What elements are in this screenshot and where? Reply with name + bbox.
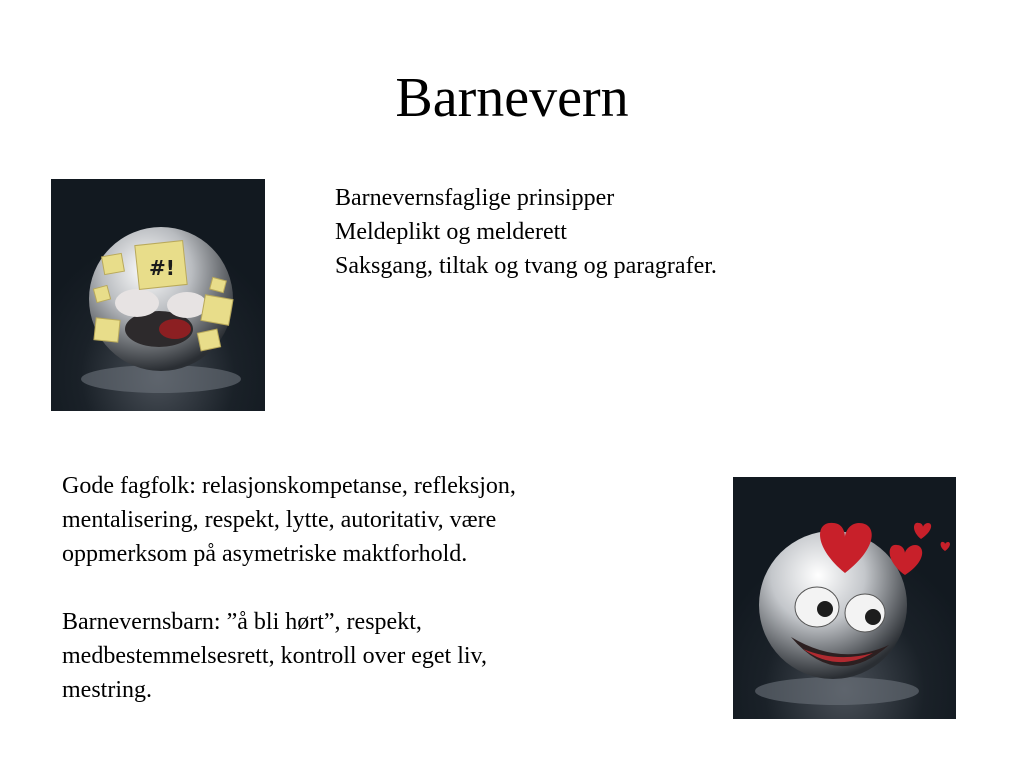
- topic-item: Saksgang, tiltak og tvang og paragrafer.: [335, 253, 717, 279]
- hearts-smiley-icon: [733, 477, 956, 719]
- topic-item: Barnevernsfaglige prinsipper: [335, 185, 615, 211]
- topic-item: Meldeplikt og melderett: [335, 219, 567, 245]
- paragraph-child-welfare-children: Barnevernsbarn: ”å bli hørt”, respekt, medbestemmelsesrett, kontroll over eget liv, mestring.: [62, 609, 487, 703]
- sticky-note-smiley-icon: [51, 179, 265, 411]
- sticky-note-smiley-image: [51, 179, 265, 411]
- body-text: [62, 469, 582, 707]
- topics-list: [335, 181, 935, 283]
- hearts-smiley-image: [733, 477, 956, 719]
- paragraph-good-professionals: Gode fagfolk: relasjonskompetanse, refleksjon, mentalisering, respekt, lytte, autoritativ, være oppmerksom på asymetriske maktforhold.: [62, 473, 516, 567]
- slide-title: Barnevern: [395, 67, 629, 129]
- sticky-note-text: #!: [149, 256, 175, 280]
